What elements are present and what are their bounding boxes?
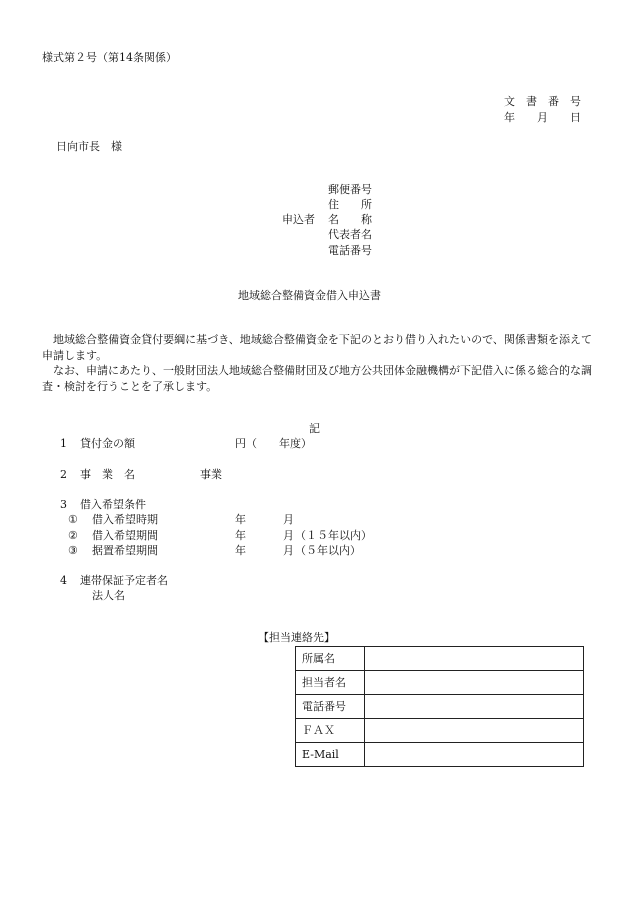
contact-value-phone[interactable] (365, 695, 584, 719)
item3-sub3-month: 月 (283, 544, 294, 557)
contact-row (296, 695, 584, 719)
document-title: 地域総合整備資金借入申込書 (238, 289, 381, 302)
addressee: 日向市長 様 (56, 140, 122, 153)
item3-sub2-marker: ② (68, 529, 78, 542)
item3-sub2-month: 月 (283, 529, 294, 542)
item3-sub2-note: （１５年以内） (295, 529, 372, 542)
item4-number: 4 (60, 574, 67, 587)
applicant-field-name: 名 称 (328, 213, 372, 226)
item3-sub2-year: 年 (235, 529, 246, 542)
item1-value: 円（ 年度） (235, 437, 312, 450)
applicant-field-postal-code: 郵便番号 (328, 183, 372, 196)
item3-sub3-year: 年 (235, 544, 246, 557)
contact-row (296, 719, 584, 743)
item3-sub2-label: 借入希望期間 (92, 529, 158, 542)
contact-row (296, 647, 584, 671)
contact-label-person: 担当者名 (296, 671, 365, 695)
contact-label-fax: ＦＡＸ (296, 719, 365, 743)
contact-value-email[interactable] (365, 743, 584, 767)
contact-row (296, 671, 584, 695)
item4-label: 連帯保証予定者名 (80, 574, 168, 587)
item2-label: 事 業 名 (80, 468, 135, 481)
item2-number: 2 (60, 468, 67, 481)
item3-number: 3 (60, 498, 67, 511)
contact-label-email: E-Mail (296, 743, 365, 767)
contact-table (295, 646, 584, 767)
item3-sub1-year: 年 (235, 513, 246, 526)
date-label: 年 月 日 (504, 111, 581, 124)
body-paragraph-1: 地域総合整備資金貸付要綱に基づき、地域総合整備資金を下記のとおり借り入れたいので、関係書類を添えて申請します。 (42, 333, 592, 362)
contact-value-person[interactable] (365, 671, 584, 695)
applicant-field-phone: 電話番号 (328, 244, 372, 257)
body-paragraph-2: なお、申請にあたり、一般財団法人地域総合整備財団及び地方公共団体金融機構が下記借入に係る総合的な調査・検討を行うことを了承します。 (42, 364, 592, 393)
contact-label-phone: 電話番号 (296, 695, 365, 719)
contact-value-department[interactable] (365, 647, 584, 671)
item1-number: 1 (60, 437, 67, 450)
item3-sub1-month: 月 (283, 513, 294, 526)
item3-sub3-marker: ③ (68, 544, 78, 557)
applicant-field-address: 住 所 (328, 198, 372, 211)
item3-sub3-note: （５年以内） (295, 544, 361, 557)
item1-label: 貸付金の額 (80, 437, 135, 450)
contact-row (296, 743, 584, 767)
form-number: 様式第２号（第14条関係） (42, 51, 177, 64)
item3-sub1-label: 借入希望時期 (92, 513, 158, 526)
document-number-label: 文 書 番 号 (504, 95, 581, 108)
ki-heading: 記 (309, 422, 320, 435)
contact-value-fax[interactable] (365, 719, 584, 743)
applicant-title: 申込者 (282, 213, 315, 226)
item2-value: 事業 (200, 468, 222, 481)
item4-sublabel: 法人名 (92, 589, 125, 602)
contact-heading: 【担当連絡先】 (258, 631, 335, 644)
item3-label: 借入希望条件 (80, 498, 146, 511)
applicant-field-representative: 代表者名 (328, 228, 372, 241)
contact-label-department: 所属名 (296, 647, 365, 671)
item3-sub3-label: 据置希望期間 (92, 544, 158, 557)
item3-sub1-marker: ① (68, 513, 78, 526)
